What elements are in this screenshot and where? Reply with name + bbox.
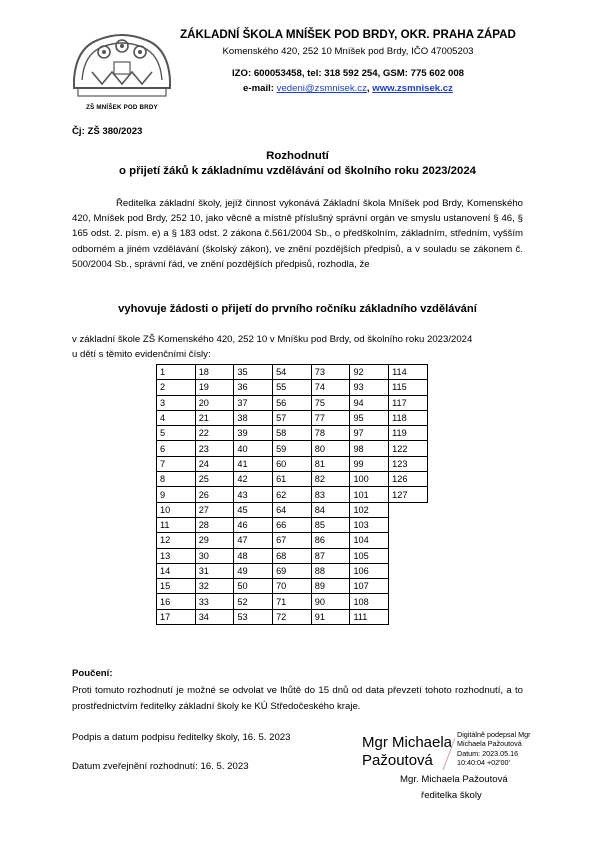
table-cell: 97	[350, 426, 389, 441]
document-subtitle: o přijetí žáků k základnímu vzdělávání od školního roku 2023/2024	[118, 165, 477, 177]
decision-statement: vyhovuje žádosti o přijetí do prvního ročníku základního vzdělávání	[118, 303, 477, 315]
table-row	[157, 609, 428, 624]
table-cell: 95	[350, 410, 389, 425]
table-cell: 30	[195, 548, 234, 563]
table-row	[157, 426, 428, 441]
table-cell: 70	[273, 579, 312, 594]
table-cell: 117	[389, 395, 428, 410]
school-email-line	[178, 83, 518, 94]
email-link[interactable]: vedeni@zsmnisek.cz	[276, 83, 367, 94]
table-cell: 119	[389, 426, 428, 441]
table-cell: 101	[350, 487, 389, 502]
table-cell: 5	[157, 426, 196, 441]
table-cell: 31	[195, 563, 234, 578]
table-row	[157, 472, 428, 487]
table-cell: 40	[234, 441, 273, 456]
table-cell: 16	[157, 594, 196, 609]
table-cell: 39	[234, 426, 273, 441]
table-cell: 22	[195, 426, 234, 441]
table-cell: 99	[350, 456, 389, 471]
table-cell	[389, 579, 428, 594]
table-cell: 48	[234, 548, 273, 563]
table-cell: 53	[234, 609, 273, 624]
table-cell: 37	[234, 395, 273, 410]
table-cell: 68	[273, 548, 312, 563]
table-cell: 81	[311, 456, 350, 471]
table-row	[157, 487, 428, 502]
table-row	[157, 579, 428, 594]
table-cell: 45	[234, 502, 273, 517]
table-cell: 73	[311, 365, 350, 380]
table-cell: 33	[195, 594, 234, 609]
table-cell: 19	[195, 380, 234, 395]
signer-role: ředitelka školy	[421, 790, 482, 801]
table-cell: 67	[273, 533, 312, 548]
table-cell: 85	[311, 517, 350, 532]
table-cell: 118	[389, 410, 428, 425]
table-cell: 62	[273, 487, 312, 502]
table-cell: 18	[195, 365, 234, 380]
signature-name-line1: Mgr Michaela	[362, 734, 453, 751]
table-cell: 35	[234, 365, 273, 380]
table-cell: 102	[350, 502, 389, 517]
table-cell: 11	[157, 517, 196, 532]
notice-heading: Poučení:	[72, 668, 113, 679]
table-cell: 36	[234, 380, 273, 395]
table-cell: 98	[350, 441, 389, 456]
table-row	[157, 533, 428, 548]
table-cell: 10	[157, 502, 196, 517]
table-cell: 38	[234, 410, 273, 425]
signature-date: Podpis a datum podpisu ředitelky školy, 16. 5. 2023	[72, 732, 291, 743]
table-row	[157, 456, 428, 471]
table-cell: 111	[350, 609, 389, 624]
table-cell: 122	[389, 441, 428, 456]
table-cell: 66	[273, 517, 312, 532]
table-cell: 123	[389, 456, 428, 471]
table-cell: 126	[389, 472, 428, 487]
digital-signature-name	[362, 734, 452, 770]
signature-info-line: Digitálně podepsal Mgr	[457, 730, 531, 739]
table-cell: 56	[273, 395, 312, 410]
table-row	[157, 410, 428, 425]
table-cell: 46	[234, 517, 273, 532]
table-cell: 4	[157, 410, 196, 425]
table-cell: 107	[350, 579, 389, 594]
table-cell: 87	[311, 548, 350, 563]
table-row	[157, 395, 428, 410]
signature-info-line: Datum: 2023.05.16	[457, 748, 519, 758]
table-cell: 12	[157, 533, 196, 548]
table-cell: 115	[389, 380, 428, 395]
table-cell: 108	[350, 594, 389, 609]
table-cell: 90	[311, 594, 350, 609]
table-cell: 6	[157, 441, 196, 456]
table-cell: 3	[157, 395, 196, 410]
logo-caption: ZŠ MNÍŠEK POD BRDY	[86, 104, 158, 111]
table-cell: 26	[195, 487, 234, 502]
table-cell: 89	[311, 579, 350, 594]
table-cell: 1	[157, 365, 196, 380]
table-row	[157, 594, 428, 609]
table-cell: 69	[273, 563, 312, 578]
table-cell: 103	[350, 517, 389, 532]
signature-info-line: 10:40:04 +02'00'	[457, 757, 510, 767]
table-cell: 50	[234, 579, 273, 594]
table-row	[157, 517, 428, 532]
table-cell: 7	[157, 456, 196, 471]
table-cell: 13	[157, 548, 196, 563]
table-cell: 72	[273, 609, 312, 624]
table-cell: 8	[157, 472, 196, 487]
table-cell: 49	[234, 563, 273, 578]
table-cell: 88	[311, 563, 350, 578]
table-cell: 28	[195, 517, 234, 532]
digital-signature-info	[457, 730, 531, 767]
school-line: v základní škole ZŠ Komenského 420, 252 10 v Mníšku pod Brdy, od školního roku 2023/2024	[72, 334, 473, 345]
web-link[interactable]: www.zsmnisek.cz	[372, 83, 453, 94]
table-cell: 2	[157, 380, 196, 395]
table-row	[157, 563, 428, 578]
school-name: ZÁKLADNÍ ŠKOLA MNÍŠEK POD BRDY, OKR. PRAHA ZÁPAD	[180, 28, 516, 41]
table-cell: 60	[273, 456, 312, 471]
document-title: Rozhodnutí	[266, 150, 329, 162]
table-cell: 57	[273, 410, 312, 425]
table-cell	[389, 609, 428, 624]
table-cell: 77	[311, 410, 350, 425]
school-address: Komenského 420, 252 10 Mníšek pod Brdy, IČO 47005203	[222, 46, 474, 57]
table-cell: 58	[273, 426, 312, 441]
table-cell: 21	[195, 410, 234, 425]
table-cell: 92	[350, 365, 389, 380]
table-row	[157, 502, 428, 517]
table-cell	[389, 548, 428, 563]
table-cell: 25	[195, 472, 234, 487]
table-cell	[389, 517, 428, 532]
notice-text: Proti tomuto rozhodnutí je možné se odvolat ve lhůtě do 15 dnů od data převzetí tohoto rozhodnutí, a to prostřednictvím ředitelky základní školy ke KÚ Středočeského kraje.	[72, 685, 523, 712]
table-cell: 17	[157, 609, 196, 624]
table-cell: 104	[350, 533, 389, 548]
table-row	[157, 441, 428, 456]
table-cell	[389, 533, 428, 548]
table-cell: 61	[273, 472, 312, 487]
table-cell: 94	[350, 395, 389, 410]
table-cell: 127	[389, 487, 428, 502]
table-cell: 29	[195, 533, 234, 548]
table-cell: 54	[273, 365, 312, 380]
table-cell: 91	[311, 609, 350, 624]
table-cell: 93	[350, 380, 389, 395]
table-cell	[389, 594, 428, 609]
table-cell: 78	[311, 426, 350, 441]
table-cell: 83	[311, 487, 350, 502]
table-cell	[389, 502, 428, 517]
signer-name: Mgr. Michaela Pažoutová	[400, 774, 508, 785]
table-cell: 32	[195, 579, 234, 594]
table-cell: 27	[195, 502, 234, 517]
table-cell: 20	[195, 395, 234, 410]
table-row	[157, 365, 428, 380]
table-cell: 71	[273, 594, 312, 609]
table-cell: 59	[273, 441, 312, 456]
signature-info-line: Michaela Pažoutová	[457, 739, 522, 749]
table-cell: 52	[234, 594, 273, 609]
signature-name-line2: Pažoutová	[362, 752, 433, 769]
evidence-number-table	[156, 364, 428, 625]
school-contacts: IZO: 600053458, tel: 318 592 254, GSM: 775 602 008	[231, 68, 464, 79]
reference-number: Čj: ZŠ 380/2023	[72, 126, 143, 137]
table-cell: 106	[350, 563, 389, 578]
table-cell: 23	[195, 441, 234, 456]
signature-mark-icon	[440, 734, 458, 774]
email-separator: ,	[366, 83, 373, 94]
table-cell: 84	[311, 502, 350, 517]
email-prefix: e-mail:	[243, 83, 277, 94]
table-cell: 82	[311, 472, 350, 487]
table-cell: 43	[234, 487, 273, 502]
table-cell: 55	[273, 380, 312, 395]
school-logo	[68, 22, 176, 122]
table-cell: 24	[195, 456, 234, 471]
table-cell: 64	[273, 502, 312, 517]
table-cell: 105	[350, 548, 389, 563]
ids-label: u dětí s těmito evidenčními čísly:	[72, 349, 211, 360]
table-cell: 42	[234, 472, 273, 487]
table-cell: 114	[389, 365, 428, 380]
table-cell: 34	[195, 609, 234, 624]
table-cell	[389, 563, 428, 578]
table-cell: 86	[311, 533, 350, 548]
publication-date: Datum zveřejnění rozhodnutí: 16. 5. 2023	[72, 761, 249, 772]
table-cell: 9	[157, 487, 196, 502]
intro-paragraph: Ředitelka základní školy, jejíž činnost vykonává Základní škola Mníšek pod Brdy, Komenského 420, Mníšek pod Brdy, 252 10, jako věcně a místně příslušný správní orgán ve smyslu ustanovení § 46, § 165 odst. 2. písm. e) a § 183 odst. 2 zákona č.561/2004 Sb., o předškolním, základním, středním, vyšším odborném a jiném vzdělávání (školský zákon), ve znění pozdějších předpisů, a v souladu se zákonem č. 500/2004 Sb., správní řád, ve znění pozdějších předpisů, rozhodla, že	[72, 198, 523, 270]
table-row	[157, 380, 428, 395]
table-cell: 75	[311, 395, 350, 410]
table-cell: 47	[234, 533, 273, 548]
table-row	[157, 548, 428, 563]
table-cell: 100	[350, 472, 389, 487]
table-cell: 41	[234, 456, 273, 471]
table-cell: 15	[157, 579, 196, 594]
table-cell: 74	[311, 380, 350, 395]
table-cell: 14	[157, 563, 196, 578]
table-cell: 80	[311, 441, 350, 456]
